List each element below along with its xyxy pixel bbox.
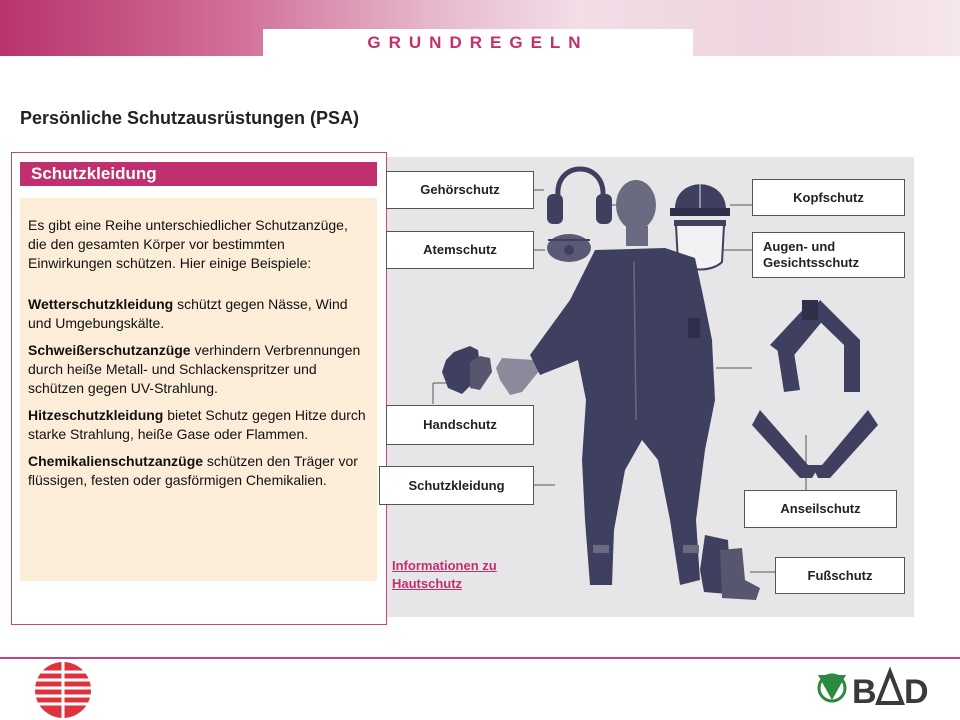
label-atemschutz[interactable]: Atemschutz [386,231,534,269]
item-term: Hitzeschutzkleidung [28,407,164,423]
item-term: Wetterschutzkleidung [28,296,174,312]
bad-logo [818,672,929,711]
svg-text:B: B [852,673,877,711]
item-text: schützt gegen Nässe, Wind und Umgebungskälte. [28,296,348,331]
panel-intro: Es gibt eine Reihe unterschiedlicher Schutzanzüge, die den gesamten Körper vor bestimmten Einwirkungen schützen. Hier einige Beispiele: [28,217,348,271]
label-kopfschutz[interactable]: Kopfschutz [752,179,905,216]
item-text: schützen den Träger vor flüssigen, festen oder gasförmigen Chemikalien. [28,453,358,488]
label-schutzkleidung[interactable]: Schutzkleidung [379,466,534,505]
item-text: verhindern Verbrennungen durch heiße Metall- und Schlackenspritzer und schützen gegen UV-Strahlung. [28,342,361,396]
page-title: Persönliche Schutzausrüstungen (PSA) [20,108,360,128]
label-gehoerschutz[interactable]: Gehörschutz [386,171,534,209]
item-term: Chemikalienschutzanzüge [28,453,204,469]
label-fussschutz[interactable]: Fußschutz [775,557,905,594]
label-anseilschutz[interactable]: Anseilschutz [744,490,897,528]
item-text: bietet Schutz gegen Hitze durch starke Strahlung, heiße Gase oder Flammen. [28,407,366,442]
label-handschutz[interactable]: Handschutz [386,405,534,445]
label-augen-gesichtsschutz[interactable]: Augen- und Gesichtsschutz [752,232,905,278]
svg-text:D: D [904,673,929,711]
item-term: Schweißerschutzanzüge [28,342,191,358]
striped-circle-logo [35,662,91,718]
header-title: GRUNDREGELN [367,33,589,52]
panel-title: Schutzkleidung [20,162,377,186]
hautschutz-link[interactable]: Informationen zu Hautschutz [392,558,497,591]
